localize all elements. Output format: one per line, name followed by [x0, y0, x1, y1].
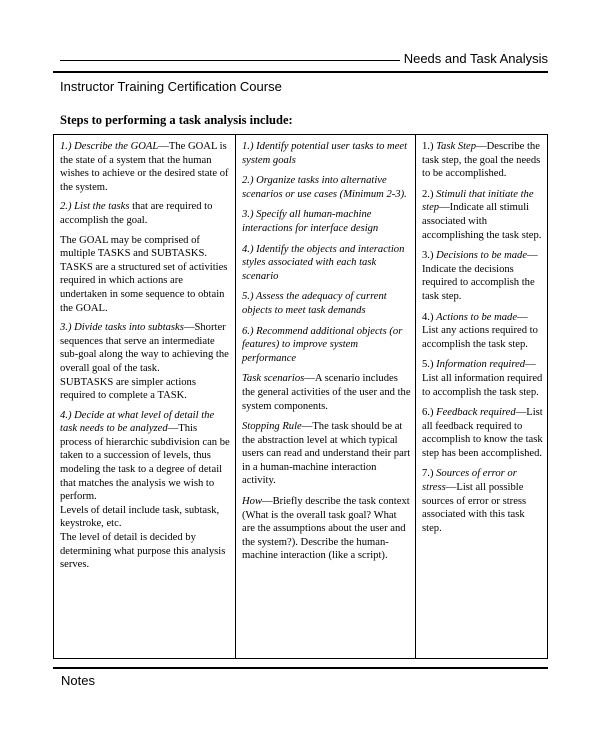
- header-rule-left: [60, 60, 400, 61]
- document-header-title: Needs and Task Analysis: [403, 51, 548, 66]
- header-rule-full: [53, 71, 548, 73]
- col2-paragraph-how: How—Briefly describe the task context (What is the overall task goal? What are the assumptions about the user and the system?). Describe the human-machine interaction (like a script).: [242, 496, 410, 562]
- col1-paragraph-goal: 1.) Describe the GOAL—The GOAL is the state of a system that the human wishes to achieve or the desired state of the system.: [60, 141, 229, 193]
- col2-paragraph-5: 5.) Assess the adequacy of current objects to meet task demands: [242, 291, 387, 316]
- col2-paragraph-1: 1.) Identify potential user tasks to meet system goals: [242, 141, 408, 166]
- col3-paragraph-actions: 4.) Actions to be made—List any actions required to accomplish the task step.: [422, 311, 538, 350]
- col1-paragraph-subtasks: 3.) Divide tasks into subtasks—Shorter sequences that serve an intermediate sub-goal along the way to achieving the overall goal of the task.: [60, 322, 229, 374]
- col1-paragraph-goal-composition: The GOAL may be comprised of multiple TASKS and SUBTASKS. TASKS are a structured set of activities required in which actions are undertaken in some sequence to obtain the GOAL.: [60, 234, 228, 314]
- col1-paragraph-level-of-detail: 4.) Decide at what level of detail the task needs to be analyzed—This process of hierarchic subdivision can be taken to a succession of levels, thus modeling the task to a degree of detail that matches the analysis we wish to perform.: [60, 409, 230, 503]
- col1-paragraph-purpose: The level of detail is decided by determining what purpose this analysis serves.: [60, 532, 226, 571]
- col1-paragraph-list-tasks: 2.) List the tasks that are required to accomplish the goal.: [60, 201, 213, 226]
- task-analysis-table: [53, 134, 548, 659]
- col3-paragraph-task-step: 1.) Task Step—Describe the task step, the goal the needs to be accomplished.: [422, 141, 541, 180]
- steps-heading: Steps to performing a task analysis include:: [60, 113, 293, 127]
- course-title: Instructor Training Certification Course: [60, 79, 282, 94]
- notes-label: Notes: [61, 673, 95, 688]
- col2-paragraph-6: 6.) Recommend additional objects (or features) to improve system performance: [242, 325, 403, 364]
- col3-paragraph-stimuli: 2.) Stimuli that initiate the step—Indicate all stimuli associated with accomplishing the task step.: [422, 188, 542, 241]
- col3-paragraph-decisions: 3.) Decisions to be made—Indicate the decisions required to accomplish the task step.: [422, 250, 538, 302]
- notes-rule: [53, 667, 548, 669]
- col3-paragraph-information: 5.) Information required—List all information required to accomplish the task step.: [422, 359, 543, 398]
- col2-paragraph-3: 3.) Specify all human-machine interactions for interface design: [242, 209, 379, 234]
- col1-paragraph-subtask-definition: SUBTASKS are simpler actions required to complete a TASK.: [60, 376, 196, 402]
- col2-paragraph-task-scenarios: Task scenarios—A scenario includes the general activities of the user and the system components.: [242, 373, 411, 412]
- column-scenarios: [236, 135, 416, 658]
- col2-paragraph-4: 4.) Identify the objects and interaction styles associated with each task scenario: [242, 243, 405, 282]
- column-goal-tasks: [54, 135, 236, 658]
- column-task-step-details: [416, 135, 547, 658]
- col3-paragraph-feedback: 6.) Feedback required—List all feedback required to accomplish to know the task step has been accomplished.: [422, 407, 543, 459]
- col2-paragraph-2: 2.) Organize tasks into alternative scenarios or use cases (Minimum 2-3).: [242, 175, 407, 200]
- col2-paragraph-stopping-rule: Stopping Rule—The task should be at the abstraction level at which typical users can read and understand their part in a human-machine interaction activity.: [242, 421, 411, 487]
- col3-paragraph-sources-of-error: 7.) Sources of error or stress—List all possible sources of error or stress associated with this task step.: [422, 468, 527, 534]
- col1-paragraph-levels: Levels of detail include task, subtask, keystroke, etc.: [60, 504, 220, 530]
